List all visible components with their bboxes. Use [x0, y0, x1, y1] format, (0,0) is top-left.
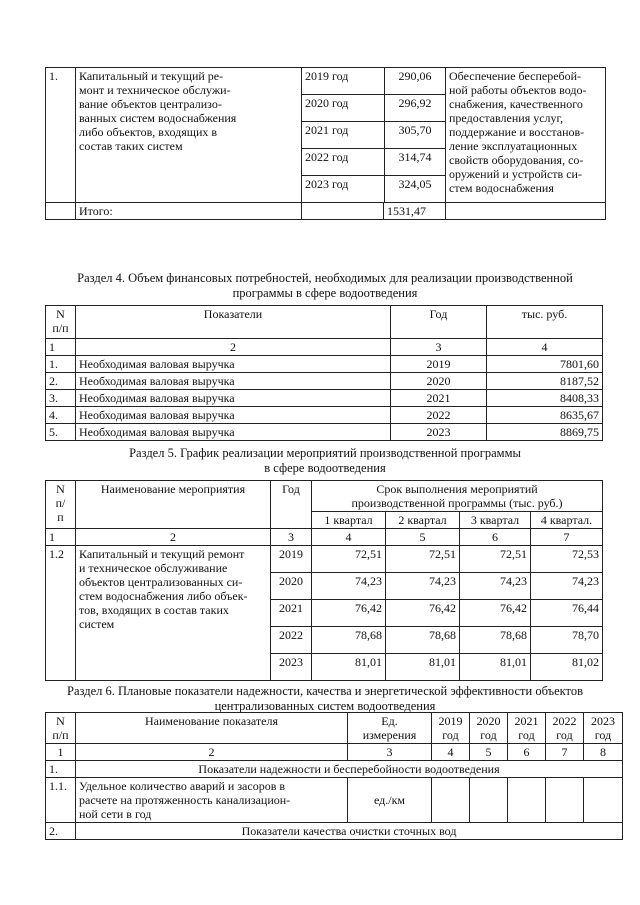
index-cell: 5 [470, 744, 508, 761]
section3-table [45, 67, 606, 220]
col-num-header: N п/ п [46, 481, 76, 529]
year-row [302, 176, 445, 203]
index-row [46, 339, 603, 356]
year-value: 290,06 [385, 68, 446, 95]
quarter-value: 81,02 [531, 654, 603, 681]
quarter-value: 81,01 [312, 654, 386, 681]
indicator-name: Необходимая валовая выручка [76, 407, 391, 424]
quarter-value: 78,68 [460, 627, 531, 654]
index-cell: 3 [348, 744, 432, 761]
row-year: 2022 [271, 627, 312, 654]
quarter-value: 76,44 [531, 600, 603, 627]
index-cell: 3 [271, 529, 312, 546]
col-2021-header: 2021 год [508, 713, 546, 744]
row-number: 2. [46, 373, 76, 390]
year-label: 2021 год [302, 122, 385, 149]
indicator-name: Необходимая валовая выручка [76, 356, 391, 373]
section4-title: Раздел 4. Объем финансовых потребностей, необходимых для реализации производственной программы в сфере водоотведения [77, 271, 573, 300]
col-unit-header: Ед. измерения [348, 713, 432, 744]
group-row [46, 761, 623, 778]
quarter-value: 78,68 [312, 627, 386, 654]
year-value-list [302, 68, 445, 202]
section4-table [45, 305, 603, 441]
row-year: 2020 [271, 573, 312, 600]
table-row [46, 424, 603, 441]
row-value: 8187,52 [487, 373, 603, 390]
row-number: 1. [46, 356, 76, 373]
col-num-header: N п/п [46, 306, 76, 339]
quarter-value: 76,42 [386, 600, 460, 627]
row-number: 5. [46, 424, 76, 441]
index-cell: 1 [46, 744, 76, 761]
row-value: 8869,75 [487, 424, 603, 441]
col-2022-header: 2022 год [546, 713, 584, 744]
indicator-name: Необходимая валовая выручка [76, 424, 391, 441]
col-value-header: тыс. руб. [487, 306, 603, 339]
year-row [302, 68, 445, 95]
row-year: 2019 [271, 546, 312, 573]
index-cell: 2 [76, 744, 348, 761]
index-cell: 7 [546, 744, 584, 761]
quarter-value: 78,68 [386, 627, 460, 654]
row-year: 2023 [391, 424, 487, 441]
index-cell: 7 [531, 529, 603, 546]
section6-table [45, 712, 623, 840]
col-year-header: Год [271, 481, 312, 529]
indicator-name: Удельное количество аварий и засоров в расчете на протяженность канализацион- ной сети в год [76, 778, 348, 823]
year-row [302, 149, 445, 176]
year-value: 324,05 [398, 177, 432, 191]
year-value-cell [302, 68, 446, 203]
year-label: 2020 год [302, 95, 385, 122]
header-row [46, 306, 603, 339]
quarter-2-header: 2 квартал [386, 512, 460, 529]
quarter-value: 74,23 [386, 573, 460, 600]
header-row [46, 713, 623, 744]
index-cell: 6 [508, 744, 546, 761]
year-row [302, 95, 445, 122]
col-2019-header: 2019 год [432, 713, 470, 744]
group-number: 2. [46, 823, 76, 840]
quarter-1-header: 1 квартал [312, 512, 386, 529]
quarter-value: 78,70 [531, 627, 603, 654]
index-cell: 5 [386, 529, 460, 546]
year-value: 314,74 [385, 149, 446, 176]
quarter-4-header: 4 квартал. [531, 512, 603, 529]
table-row [46, 546, 603, 573]
year-label: 2019 год [302, 68, 385, 95]
index-row [46, 529, 603, 546]
col-indicator-header: Наименование показателя [76, 713, 348, 744]
indicator-name: Необходимая валовая выручка [76, 373, 391, 390]
col-2023-header: 2023 год [584, 713, 623, 744]
row-year: 2021 [391, 390, 487, 407]
table-row [46, 778, 623, 823]
row-number: 3. [46, 390, 76, 407]
index-cell: 2 [76, 529, 271, 546]
row-number: 1.2 [46, 546, 76, 681]
row-year: 2020 [391, 373, 487, 390]
year-row [302, 122, 445, 149]
year-label: 2023 год [302, 176, 385, 203]
table-row [46, 373, 603, 390]
table-row [46, 68, 606, 203]
index-cell: 6 [460, 529, 531, 546]
row-number: 4. [46, 407, 76, 424]
year-value: 296,92 [385, 95, 446, 122]
quarter-value: 74,23 [460, 573, 531, 600]
row-value: 8408,33 [487, 390, 603, 407]
quarter-value: 81,01 [460, 654, 531, 681]
year-label: 2022 год [302, 149, 385, 176]
index-cell: 4 [312, 529, 386, 546]
quarter-value: 76,42 [312, 600, 386, 627]
quarter-value: 72,51 [460, 546, 531, 573]
index-cell: 8 [584, 744, 623, 761]
col-year-header: Год [391, 306, 487, 339]
quarter-value: 81,01 [386, 654, 460, 681]
group-number: 1. [46, 761, 76, 778]
index-cell: 2 [76, 339, 391, 356]
expected-result: Обеспечение бесперебой- ной работы объектов водо- снабжения, качественного предоставления услуг, поддержание и восстанов- ление эксплуатационных свойств оборудования, со- оружений и устройств си- стем водоснабжения [446, 68, 606, 203]
quarter-value: 72,51 [386, 546, 460, 573]
col-name-header: Наименование мероприятия [76, 481, 271, 529]
group-row [46, 823, 623, 840]
index-cell: 4 [432, 744, 470, 761]
index-cell: 4 [487, 339, 603, 356]
row-number: 1. [46, 68, 76, 203]
row-year: 2022 [391, 407, 487, 424]
row-year: 2019 [391, 356, 487, 373]
measure-name: Капитальный и текущий ре- монт и техническое обслужи- вание объектов централизо- ванных систем водоснабжения либо объектов, входящих в состав таких систем [76, 68, 302, 203]
total-label: Итого: [76, 203, 302, 220]
measure-name: Капитальный и текущий ремонт и техническое обслуживание объектов централизованных си- стем водоснабжения либо объек- тов, входящих в состав таких систем [76, 546, 271, 681]
quarter-value: 76,42 [460, 600, 531, 627]
section5-title: Раздел 5. График реализации мероприятий производственной программы в сфере водоотведения [129, 446, 521, 475]
header-row [46, 481, 603, 512]
total-value: 1531,47 [384, 203, 446, 220]
section6-title: Раздел 6. Плановые показатели надежности, качества и энергетической эффективности объектов централизованных систем водоотведения [67, 684, 583, 713]
row-year: 2023 [271, 654, 312, 681]
quarter-value: 72,53 [531, 546, 603, 573]
group-title: Показатели надежности и бесперебойности водоотведения [76, 761, 623, 778]
quarter-value: 74,23 [531, 573, 603, 600]
quarter-3-header: 3 квартал [460, 512, 531, 529]
index-cell: 1 [46, 529, 76, 546]
indicator-name: Необходимая валовая выручка [76, 390, 391, 407]
indicator-unit: ед./км [348, 778, 432, 823]
index-cell: 1 [46, 339, 76, 356]
section5-table [45, 480, 603, 681]
col-indicator-header: Показатели [76, 306, 391, 339]
col-num-header: N п/п [46, 713, 76, 744]
col-period-header: Срок выполнения мероприятий производственной программы (тыс. руб.) [312, 481, 603, 512]
row-value: 8635,67 [487, 407, 603, 424]
group-title: Показатели качества очистки сточных вод [76, 823, 623, 840]
quarter-value: 74,23 [312, 573, 386, 600]
table-row [46, 390, 603, 407]
table-row [46, 356, 603, 373]
index-cell: 3 [391, 339, 487, 356]
quarter-value: 72,51 [312, 546, 386, 573]
row-number: 1.1. [46, 778, 76, 823]
row-year: 2021 [271, 600, 312, 627]
year-value: 305,70 [385, 122, 446, 149]
col-2020-header: 2020 год [470, 713, 508, 744]
total-row [46, 203, 606, 220]
table-row [46, 407, 603, 424]
row-value: 7801,60 [487, 356, 603, 373]
index-row [46, 744, 623, 761]
